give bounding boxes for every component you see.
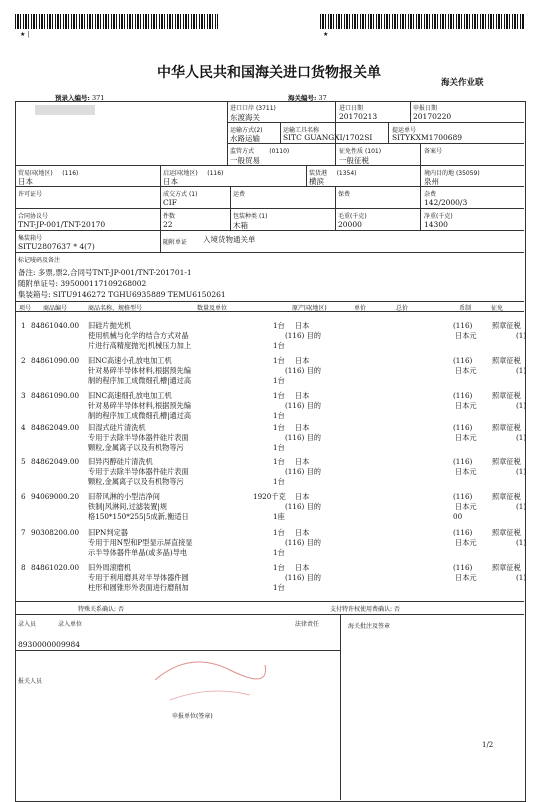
- divider: [15, 601, 524, 602]
- redacted-block: [35, 105, 95, 115]
- contract-label: 合同协议号: [18, 213, 49, 220]
- divider: [420, 186, 421, 230]
- entry-number: 8930000009984: [18, 640, 81, 649]
- insurance-label: 保费: [338, 191, 351, 198]
- row-name-line: 片进行高精度抛光|机械压力加上: [88, 341, 192, 350]
- misc: 142/2000/3: [424, 198, 468, 207]
- row-origin-line: (116) 目的: [285, 331, 321, 340]
- row-name-line: 颗粒,金属离子以及有机物等污: [88, 443, 184, 452]
- remark-line-3: 集装箱号: SITU9146272 TGHU6935889 TEMU6150261: [18, 290, 226, 299]
- origin-country: 日本: [163, 177, 178, 186]
- col-header-tax: 征免: [491, 305, 504, 312]
- bill-no: SITYKXM1700689: [392, 133, 463, 142]
- row-qty-line: 1台: [273, 341, 285, 350]
- row-code: 84862049.00: [31, 457, 80, 466]
- row-tax-line: (1): [516, 401, 527, 410]
- supervision: 一般贸易: [230, 156, 260, 165]
- row-name-line: 旧外周滚磨机: [88, 563, 132, 572]
- trade-country: 日本: [18, 177, 33, 186]
- row-code: 84861090.00: [31, 391, 80, 400]
- row-name-line: 制的程序加工成微细孔槽|通过高: [88, 411, 192, 420]
- row-origin-line: 日本: [295, 563, 310, 572]
- row-origin-line: (116) 目的: [285, 502, 321, 511]
- domestic-dest-label: 境内目的地 (35059): [424, 170, 480, 177]
- divider: [15, 208, 524, 209]
- loading-port-label: 装货港 (1354): [309, 170, 357, 177]
- row-no: 5: [21, 457, 26, 466]
- import-date-label: 进口日期: [339, 105, 364, 112]
- barcode-right: [320, 14, 525, 29]
- divider: [420, 165, 421, 186]
- row-tax-line: 照章征税: [492, 528, 521, 537]
- row-currency-line: 日本元: [455, 433, 477, 442]
- row-currency-line: 日本元: [455, 467, 477, 476]
- row-qty-line: 1座: [273, 512, 285, 521]
- import-port-label: 进口口岸 (3711): [230, 105, 276, 112]
- row-tax-line: 照章征税: [492, 423, 521, 432]
- row-code: 84861040.00: [31, 321, 80, 330]
- gross-weight-label: 毛重(千克): [338, 213, 367, 220]
- row-origin-line: 日本: [295, 391, 310, 400]
- row-tax-line: (1): [516, 331, 527, 340]
- row-code: 84861090.00: [31, 356, 80, 365]
- row-name-line: 示半导体器件单晶(或多晶)导电: [88, 548, 188, 557]
- row-tax-line: (1): [516, 538, 527, 547]
- divider: [15, 186, 524, 187]
- row-origin-line: (116) 目的: [285, 573, 321, 582]
- col-header-name: 商品名称、规格型号: [88, 305, 143, 312]
- row-currency-line: (116): [453, 391, 473, 400]
- transport-mode: 水路运输: [230, 134, 260, 143]
- remark-line-2: 随附单证号: 395000117109268002: [18, 279, 147, 288]
- freight-label: 运费: [233, 191, 246, 198]
- row-currency-line: 日本元: [455, 502, 477, 511]
- declare-unit-label: 申报单位(签章): [172, 713, 213, 720]
- entry-clerk-label: 录入员: [18, 621, 37, 628]
- divider: [15, 614, 524, 615]
- row-name-line: 格150*150*255|5成新,衡适日: [88, 512, 189, 521]
- row-tax-line: 照章征税: [492, 492, 521, 501]
- row-qty-line: 1台: [273, 391, 285, 400]
- row-tax-line: 照章征税: [492, 321, 521, 330]
- page-title: 中华人民共和国海关进口货物报关单: [157, 65, 381, 81]
- pre-entry: 预录入编号: 371: [55, 94, 105, 102]
- deal-mode: CIF: [163, 198, 177, 207]
- row-currency-line: (116): [453, 563, 473, 572]
- col-header-total: 总价: [396, 305, 409, 312]
- col-header-code: 商品编号: [43, 305, 68, 312]
- row-currency-line: 日本元: [455, 401, 477, 410]
- row-no: 1: [21, 321, 26, 330]
- row-code: 94069000.20: [31, 492, 80, 501]
- transport-mode-label: 运输方式(2): [230, 127, 263, 134]
- row-currency-line: (116): [453, 457, 473, 466]
- row-name-line: 专用于去除半导体器件硅片表面: [88, 433, 189, 442]
- divider: [160, 186, 161, 230]
- row-qty-line: 1台: [273, 443, 285, 452]
- divider: [335, 186, 336, 230]
- row-currency-line: 日本元: [455, 573, 477, 582]
- row-currency-line: 日本元: [455, 331, 477, 340]
- row-tax-line: 照章征税: [492, 563, 521, 572]
- row-qty-line: 1台: [273, 583, 285, 592]
- row-name-line: 针对易碎半导体材料,根据预先编: [88, 366, 191, 375]
- row-no: 8: [21, 563, 26, 572]
- barcode-left: [15, 14, 218, 29]
- row-name-line: 专用于用N型和P型显示屏直接显: [88, 538, 193, 547]
- row-name-line: 针对易碎半导体材料,根据预先编: [88, 401, 191, 410]
- row-name-line: 制的程序加工成微细孔槽|通过高: [88, 376, 192, 385]
- loading-port: 横滨: [309, 177, 324, 186]
- row-origin-line: (116) 目的: [285, 401, 321, 410]
- row-currency-line: 日本元: [455, 538, 477, 547]
- special-relation: 特殊关系确认: 否: [78, 606, 124, 613]
- customs-no: 海关编号: 37: [288, 94, 327, 102]
- row-currency-line: (116): [453, 423, 473, 432]
- divider: [15, 230, 524, 231]
- row-name-line: 旧NC高速细孔放电加工机: [88, 391, 172, 400]
- row-no: 7: [21, 528, 26, 537]
- import-date: 20170213: [339, 112, 378, 121]
- row-origin-line: (116) 目的: [285, 538, 321, 547]
- customs-note-label: 海关批注及签章: [348, 623, 391, 630]
- misc-label: 杂费: [424, 191, 437, 198]
- row-origin-line: (116) 目的: [285, 366, 321, 375]
- marks-label: 标记唛码及备注: [18, 257, 61, 264]
- office-label: 海关作业联: [441, 78, 484, 88]
- row-qty-line: 1台: [273, 411, 285, 420]
- row-code: 90308200.00: [31, 528, 80, 537]
- row-qty-line: 1台: [273, 321, 285, 330]
- divider: [227, 143, 524, 144]
- row-qty-line: 1920千克: [253, 492, 286, 501]
- divider: [227, 101, 228, 165]
- bill-no-label: 提运单号: [392, 127, 417, 134]
- row-name-line: 旧硅片抛光机: [88, 321, 132, 330]
- row-tax-line: (1): [516, 433, 527, 442]
- row-name-line: 旧带风淋的小型洁净间: [88, 492, 160, 501]
- row-qty-line: 1台: [273, 376, 285, 385]
- row-name-line: 旧湿式硅片清洗机: [88, 423, 146, 432]
- row-origin-line: (116) 目的: [285, 467, 321, 476]
- col-header-origin: 原产国(地区): [292, 305, 327, 312]
- signature-mark: [150, 640, 270, 710]
- entry-unit-label: 录入单位: [58, 621, 83, 628]
- row-name-line: 铁制|风淋间,过滤装置|规: [88, 502, 168, 511]
- col-header-qty: 数量及单位: [197, 305, 228, 312]
- divider: [388, 122, 389, 143]
- trade-country-label: 贸易国(地区) (116): [18, 170, 79, 177]
- row-name-line: 专用于去除半导体器件硅片表面: [88, 467, 189, 476]
- remark-line-1: 备注: 多票,票2,合同号TNT-JP-001/TNT-201701-1: [18, 268, 192, 277]
- row-no: 6: [21, 492, 26, 501]
- row-tax-line: (1): [516, 573, 527, 582]
- row-code: 84862049.00: [31, 423, 80, 432]
- row-tax-line: (1): [516, 502, 527, 511]
- documents-label: 随附单证: [163, 239, 188, 246]
- license-label: 许可证号: [18, 191, 43, 198]
- row-origin-line: 日本: [295, 356, 310, 365]
- row-origin-line: 日本: [295, 321, 310, 330]
- row-name-line: 旧NC高速小孔放电加工机: [88, 356, 172, 365]
- royalty: 支付特许权使用费确认: 否: [330, 606, 400, 613]
- tax-nature: 一般征税: [339, 156, 369, 165]
- row-name-line: 柱形和圆锥形外表面进行磨削加: [88, 583, 189, 592]
- divider: [306, 165, 307, 186]
- row-tax-line: 照章征税: [492, 457, 521, 466]
- row-currency-line: (116): [453, 321, 473, 330]
- deal-mode-label: 成交方式 (1): [163, 191, 198, 198]
- row-tax-line: (1): [516, 366, 527, 375]
- row-currency-line: (116): [453, 492, 473, 501]
- row-origin-line: 日本: [295, 528, 310, 537]
- declare-date-label: 申报日期: [413, 105, 438, 112]
- record-no-label: 备案号: [424, 148, 443, 155]
- row-no: 2: [21, 356, 26, 365]
- legal-label: 法律责任: [295, 621, 320, 628]
- supervision-label: 监管方式 (0110): [230, 148, 290, 155]
- divider: [15, 165, 524, 166]
- divider: [230, 186, 231, 230]
- row-name-line: 旧异丙醇硅片清洗机: [88, 457, 153, 466]
- container: SITU2807637 * 4(7): [18, 242, 95, 251]
- tax-nature-label: 征免性质 (101): [339, 148, 382, 155]
- divider: [160, 230, 161, 252]
- row-origin-line: 日本: [295, 423, 310, 432]
- declare-date: 20170220: [413, 112, 452, 121]
- barcode-right-mark: ★: [323, 31, 329, 38]
- divider: [160, 165, 161, 186]
- row-currency-line: 日本元: [455, 366, 477, 375]
- row-name-line: 专用于利用磨具对半导体器件圆: [88, 573, 189, 582]
- row-name-line: 颗粒,金属离子以及有机物等污: [88, 477, 184, 486]
- divider: [15, 252, 524, 253]
- row-tax-line: 照章征税: [492, 391, 521, 400]
- row-no: 3: [21, 391, 26, 400]
- origin-country-label: 启运国(地区) (116): [163, 170, 224, 177]
- row-name-line: 旧PN判定器: [88, 528, 128, 537]
- row-qty-line: 1台: [273, 356, 285, 365]
- row-currency-line: (116): [453, 528, 473, 537]
- row-currency-line: (116): [453, 356, 473, 365]
- contract: TNT-JP-001/TNT-20170: [18, 220, 106, 229]
- row-tax-line: 照章征税: [492, 356, 521, 365]
- package-label: 包装种类 (1): [233, 213, 268, 220]
- divider: [420, 143, 421, 165]
- row-qty-line: 1台: [273, 528, 285, 537]
- container-label: 集装箱号: [18, 235, 43, 242]
- net-weight-label: 净重(千克): [424, 213, 453, 220]
- pieces: 22: [163, 220, 173, 229]
- row-qty-line: 1台: [273, 548, 285, 557]
- row-origin-line: (116) 目的: [285, 433, 321, 442]
- import-port: 东渡海关: [230, 113, 260, 122]
- transport-tool: SITC GUANGXI/1702SI: [283, 133, 373, 142]
- col-header-currency: 币制: [459, 305, 472, 312]
- domestic-dest: 泉州: [424, 177, 439, 186]
- package: 木箱: [233, 221, 248, 230]
- row-origin-line: 日本: [295, 492, 310, 501]
- pieces-label: 件数: [163, 213, 176, 220]
- divider: [227, 122, 524, 123]
- goods-table: [15, 301, 527, 601]
- net-weight: 14300: [424, 220, 448, 229]
- row-qty-line: 1台: [273, 423, 285, 432]
- barcode-left-mark: ★ |: [20, 31, 30, 38]
- col-header-no: 项号: [19, 305, 32, 312]
- transport-tool-label: 运输工具名称: [283, 127, 320, 134]
- row-no: 4: [21, 423, 26, 432]
- col-header-price: 单价: [354, 305, 367, 312]
- divider: [410, 101, 411, 123]
- divider: [280, 122, 281, 143]
- row-qty-line: 1台: [273, 477, 285, 486]
- row-origin-line: 日本: [295, 457, 310, 466]
- declarant-label: 报关人员: [18, 678, 43, 685]
- row-qty-line: 1台: [273, 563, 285, 572]
- row-currency-line: 00: [453, 512, 463, 521]
- row-name-line: 使用机械与化学的结合方式对晶: [88, 331, 189, 340]
- divider: [340, 614, 341, 800]
- page-number: 1/2: [482, 741, 494, 749]
- gross-weight: 20000: [338, 220, 362, 229]
- row-code: 84861020.00: [31, 563, 80, 572]
- row-tax-line: (1): [516, 467, 527, 476]
- documents: 入境货物通关单: [203, 235, 256, 244]
- row-qty-line: 1台: [273, 457, 285, 466]
